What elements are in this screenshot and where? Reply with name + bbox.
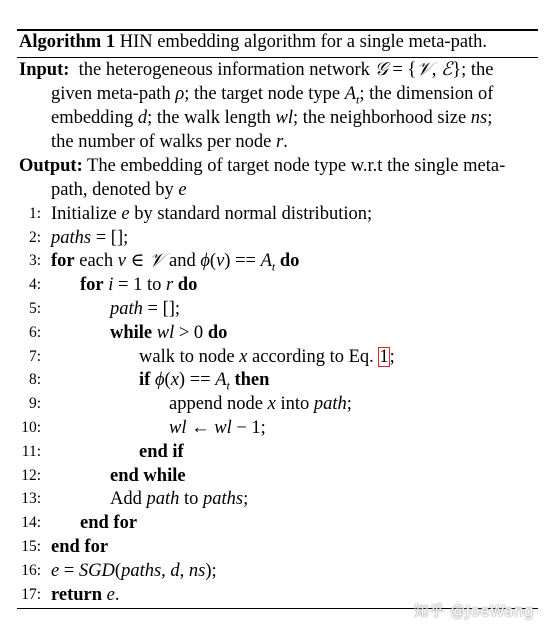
line-number: 2:	[28, 229, 41, 246]
step-text: end while	[110, 466, 186, 486]
step-text: end if	[139, 442, 184, 462]
algorithm-caption	[19, 32, 487, 53]
line-number: 7:	[28, 348, 41, 365]
top-rule	[17, 29, 538, 31]
step-text: return e.	[51, 585, 120, 605]
line-number: 9:	[28, 395, 41, 412]
step-text: for each v ∈ 𝒱 and $\phi(v) == A_t$ do	[51, 251, 300, 274]
step-text: for i = 1 to r do	[80, 275, 198, 295]
step-text: e = SGD(paths, d, ns);	[51, 561, 217, 581]
step-text: wl ← wl − 1;	[169, 418, 266, 438]
line-number: 8:	[28, 371, 41, 388]
step-text: if $\phi(x) == A_t$ then	[139, 370, 270, 393]
line-number: 4:	[28, 276, 41, 293]
step-text: Add path to paths;	[110, 489, 249, 509]
algorithm-title: HIN embedding algorithm for a single meta-path.	[119, 32, 488, 52]
algorithm-label: Algorithm 1	[19, 32, 116, 52]
input-label: Input:	[19, 60, 70, 80]
step-text: walk to node x according to Eq. 1;	[139, 347, 395, 367]
line-number: 1:	[28, 205, 41, 222]
step-text: Initialize e by standard normal distribution;	[51, 204, 373, 224]
output-line-1	[19, 155, 505, 177]
line-number: 6:	[28, 324, 41, 341]
input-text-1: the heterogeneous information network 𝒢 = {𝒱, ℰ}; the	[74, 60, 494, 80]
input-line-2: given meta-path ρ; the target node type $A_t$; the dimension of	[51, 84, 494, 107]
line-number: 12:	[21, 467, 41, 484]
line-number: 14:	[21, 514, 41, 531]
step-text: paths = [];	[51, 228, 129, 248]
line-number: 16:	[21, 562, 41, 579]
watermark: 知乎 @JoeWang	[413, 602, 534, 620]
step-text: append node x into path;	[169, 394, 352, 414]
output-label: Output:	[19, 156, 83, 176]
line-number: 17:	[21, 586, 41, 603]
line-number: 10:	[21, 419, 41, 436]
output-line-2: path, denoted by e	[51, 180, 187, 200]
input-line-3: embedding d; the walk length wl; the neighborhood size ns;	[51, 108, 493, 128]
line-number: 13:	[21, 490, 41, 507]
step-text: path = [];	[110, 299, 181, 319]
line-number: 11:	[21, 443, 41, 460]
line-number: 5:	[28, 300, 41, 317]
input-line-1	[19, 59, 493, 81]
output-text-1: The embedding of target node type w.r.t the single meta-	[87, 156, 506, 176]
equation-ref-link[interactable]: 1	[379, 347, 389, 367]
line-number: 15:	[21, 538, 41, 555]
step-text: end for	[51, 537, 109, 557]
input-line-4: the number of walks per node r.	[51, 132, 288, 152]
caption-rule	[17, 57, 538, 58]
line-number: 3:	[28, 252, 41, 269]
step-text: end for	[80, 513, 138, 533]
step-text: while wl > 0 do	[110, 323, 228, 343]
